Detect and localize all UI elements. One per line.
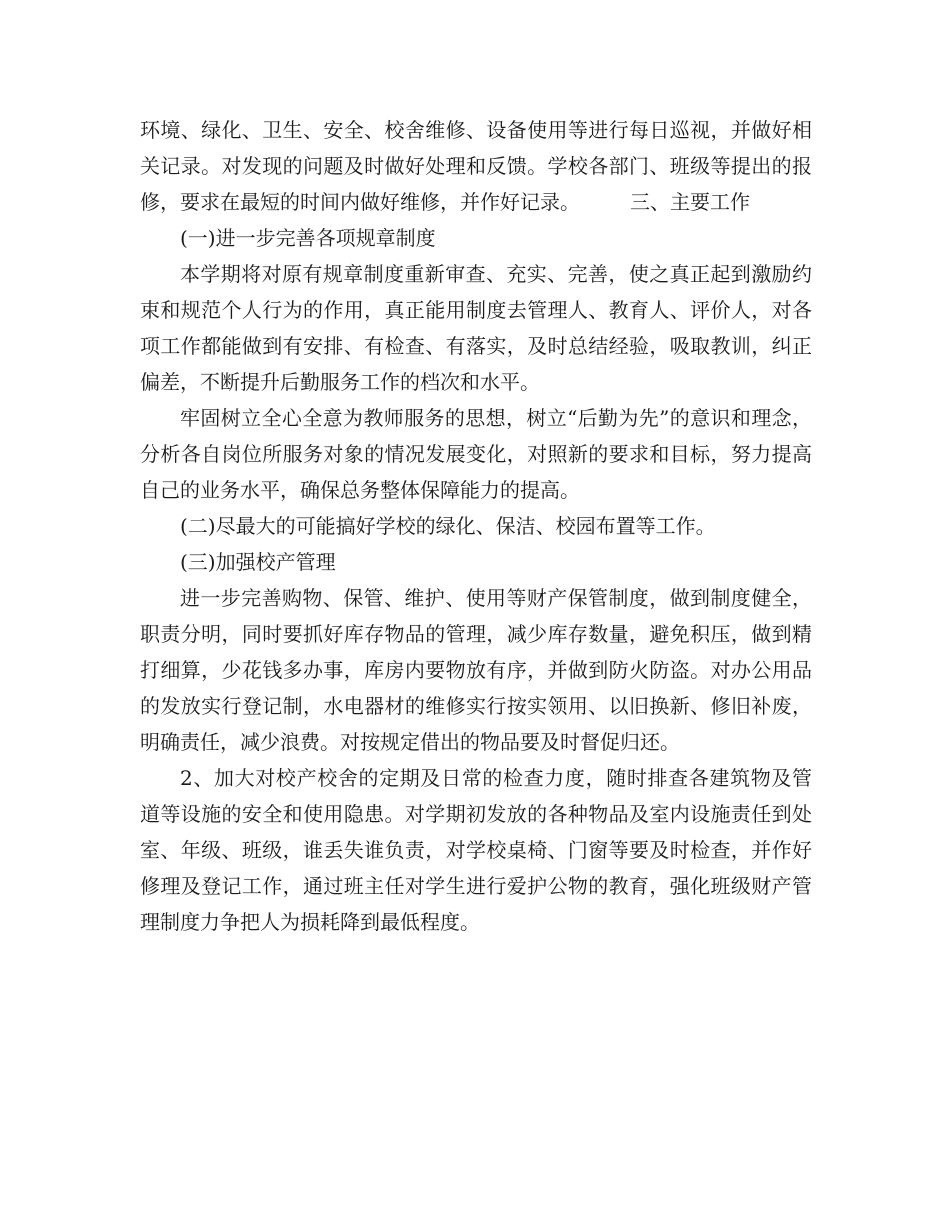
heading-2: (二)尽最大的可能搞好学校的绿化、保洁、校园布置等工作。 xyxy=(180,514,716,538)
heading-1: (一)进一步完善各项规章制度 xyxy=(180,226,436,250)
paragraph-1: 环境、绿化、卫生、安全、校舍维修、设备使用等进行每日巡视，并做好相关记录。对发现的问题及时做好处理和反馈。学校各部门、班级等提出的报修，要求在最短的时间内做好维修，并作好记录。 三、主要工作 xyxy=(140,118,812,214)
paragraph-4: 进一步完善购物、保管、维护、使用等财产保管制度，做到制度健全，职责分明，同时要抓好库存物品的管理，减少库存数量，避免积压，做到精打细算，少花钱多办事，库房内要物放有序，并做到防火防盗。对办公用品的发放实行登记制，水电器材的维修实行按实领用、以旧换新、修旧补废，明确责任，减少浪费。对按规定借出的物品要及时督促归还。 xyxy=(140,586,812,754)
paragraph-5: 2、加大对校产校舍的定期及日常的检查力度，随时排查各建筑物及管道等设施的安全和使用隐患。对学期初发放的各种物品及室内设施责任到处室、年级、班级，谁丢失谁负责，对学校桌椅、门窗等要及时检查，并作好修理及登记工作，通过班主任对学生进行爱护公物的教育，强化班级财产管理制度力争把人为损耗降到最低程度。 xyxy=(140,766,812,934)
paragraph-3: 牢固树立全心全意为教师服务的思想，树立“后勤为先”的意识和理念，分析各自岗位所服务对象的情况发展变化，对照新的要求和目标，努力提高自己的业务水平，确保总务整体保障能力的提高。 xyxy=(140,406,812,502)
paragraph-2: 本学期将对原有规章制度重新审查、充实、完善，使之真正起到激励约束和规范个人行为的作用，真正能用制度去管理人、教育人、评价人，对各项工作都能做到有安排、有检查、有落实，及时总结经验，吸取教训，纠正偏差，不断提升后勤服务工作的档次和水平。 xyxy=(140,262,812,394)
document-body xyxy=(140,112,812,940)
heading-3: (三)加强校产管理 xyxy=(180,550,336,574)
